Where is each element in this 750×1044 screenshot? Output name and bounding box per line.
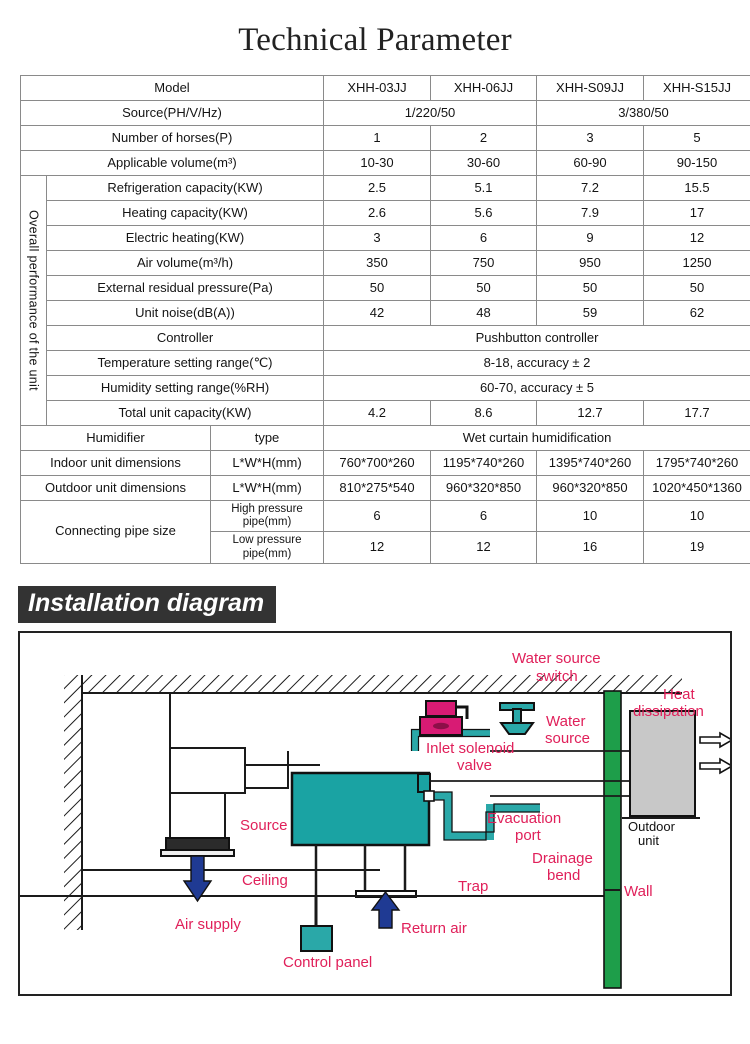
row-label: Heating capacity(KW) [47, 201, 324, 226]
row-value: 42 [324, 301, 431, 326]
row-value: 3 [324, 226, 431, 251]
header-model-label: Model [21, 76, 324, 101]
row-label: Outdoor unit dimensions [21, 476, 211, 501]
row-value: 59 [537, 301, 644, 326]
table-row [21, 451, 750, 476]
table-row [21, 126, 750, 151]
label-wall: Wall [624, 882, 653, 900]
row-sublabel: High pressure pipe(mm) [211, 501, 324, 532]
row-value: 60-70, accuracy ± 5 [324, 376, 750, 401]
label-trap: Trap [458, 877, 489, 895]
row-value: 1395*740*260 [537, 451, 644, 476]
label-outdoor-unit: Outdoor unit [628, 818, 675, 848]
row-value: 350 [324, 251, 431, 276]
row-value: 15.5 [644, 176, 750, 201]
table-row [21, 251, 750, 276]
installation-diagram-heading: Installation diagram [18, 586, 276, 623]
ceiling-slab-hatching [82, 675, 682, 693]
table-row [21, 351, 750, 376]
row-label: Refrigeration capacity(KW) [47, 176, 324, 201]
row-value: 17 [644, 201, 750, 226]
row-label: Humidity setting range(%RH) [47, 376, 324, 401]
row-label: Humidifier [21, 426, 211, 451]
row-value: 12 [644, 226, 750, 251]
table-row [21, 101, 750, 126]
row-value: 960*320*850 [537, 476, 644, 501]
row-value: 16 [537, 532, 644, 563]
row-value: 19 [644, 532, 750, 563]
row-value: Pushbutton controller [324, 326, 750, 351]
row-value: 50 [644, 276, 750, 301]
row-label: Air volume(m³/h) [47, 251, 324, 276]
heat-dissipation-arrows [700, 733, 730, 773]
group-label-overall-performance [21, 176, 47, 426]
model-3: XHH-S09JJ [537, 76, 644, 101]
table-row-model [21, 76, 750, 101]
row-value: 6 [324, 501, 431, 532]
row-value: 7.9 [537, 201, 644, 226]
outdoor-unit [622, 711, 700, 818]
water-source-switch-faucet [500, 703, 534, 734]
supply-diffuser [161, 838, 234, 856]
left-wall-hatching [64, 675, 82, 930]
table-row [21, 501, 750, 532]
label-evacuation-port: Evacuation port [487, 809, 562, 844]
row-value: 50 [324, 276, 431, 301]
row-value: 5 [644, 126, 750, 151]
row-sublabel: L*W*H(mm) [211, 451, 324, 476]
label-control-panel: Control panel [283, 953, 373, 971]
table-row [21, 376, 750, 401]
group-label-text: Overall performance of the unit [26, 210, 41, 391]
row-value: 62 [644, 301, 750, 326]
row-value: 60-90 [537, 151, 644, 176]
row-value: 12 [324, 532, 431, 563]
row-value: 750 [431, 251, 537, 276]
table-row [21, 151, 750, 176]
row-value: 2.6 [324, 201, 431, 226]
air-supply-arrow [184, 856, 211, 901]
label-air-supply: Air supply [175, 915, 241, 933]
building-wall [604, 691, 621, 988]
evacuation-port-fitting [424, 791, 434, 801]
label-ceiling: Ceiling [242, 871, 288, 889]
installation-diagram [18, 631, 732, 996]
row-label: Source(PH/V/Hz) [21, 101, 324, 126]
indoor-unit [292, 773, 430, 845]
row-value: 7.2 [537, 176, 644, 201]
label-water-source-switch: Water source switch [512, 649, 601, 685]
row-value: 950 [537, 251, 644, 276]
row-value: 2.5 [324, 176, 431, 201]
row-value: 17.7 [644, 401, 750, 426]
row-sublabel: Low pressure pipe(mm) [211, 532, 324, 563]
row-value: 6 [431, 226, 537, 251]
row-value: 90-150 [644, 151, 750, 176]
row-value: 3 [537, 126, 644, 151]
model-1: XHH-03JJ [324, 76, 431, 101]
row-label: Electric heating(KW) [47, 226, 324, 251]
label-source: Source [240, 816, 288, 834]
row-value: 1020*450*1360 [644, 476, 750, 501]
table-row [21, 276, 750, 301]
row-label: Controller [47, 326, 324, 351]
row-value: 4.2 [324, 401, 431, 426]
row-value: 8-18, accuracy ± 2 [324, 351, 750, 376]
row-label: Indoor unit dimensions [21, 451, 211, 476]
table-row [21, 226, 750, 251]
row-value: 30-60 [431, 151, 537, 176]
row-value: 5.6 [431, 201, 537, 226]
row-value: 10 [537, 501, 644, 532]
spec-table-container [0, 75, 750, 564]
row-value: Wet curtain humidification [324, 426, 750, 451]
row-sublabel: type [211, 426, 324, 451]
row-value: 3/380/50 [537, 101, 750, 126]
row-value: 50 [537, 276, 644, 301]
label-water-source: Water source [545, 712, 591, 747]
row-value: 9 [537, 226, 644, 251]
page-title: Technical Parameter [238, 22, 512, 58]
label-return-air: Return air [401, 919, 467, 937]
technical-parameter-table [20, 75, 750, 564]
row-value: 2 [431, 126, 537, 151]
table-row [21, 326, 750, 351]
row-label: Temperature setting range(℃) [47, 351, 324, 376]
row-value: 6 [431, 501, 537, 532]
row-value: 48 [431, 301, 537, 326]
table-row [21, 476, 750, 501]
row-value: 1/220/50 [324, 101, 537, 126]
row-label: External residual pressure(Pa) [47, 276, 324, 301]
row-value: 1 [324, 126, 431, 151]
table-row [21, 401, 750, 426]
control-panel [301, 896, 332, 951]
row-label: Unit noise(dB(A)) [47, 301, 324, 326]
row-label: Number of horses(P) [21, 126, 324, 151]
row-value: 50 [431, 276, 537, 301]
row-value: 1795*740*260 [644, 451, 750, 476]
row-value: 1195*740*260 [431, 451, 537, 476]
row-value: 810*275*540 [324, 476, 431, 501]
row-label: Total unit capacity(KW) [47, 401, 324, 426]
table-row [21, 176, 750, 201]
label-heat-dissipation: Heat dissipation [633, 685, 704, 720]
label-inlet-solenoid-valve: Inlet solenoid valve [426, 739, 515, 774]
label-drainage-bend: Drainage bend [532, 849, 593, 884]
inlet-solenoid-valve [420, 701, 467, 735]
row-value: 1250 [644, 251, 750, 276]
row-value: 12 [431, 532, 537, 563]
row-sublabel: L*W*H(mm) [211, 476, 324, 501]
row-value: 8.6 [431, 401, 537, 426]
row-value: 12.7 [537, 401, 644, 426]
table-row [21, 301, 750, 326]
row-value: 960*320*850 [431, 476, 537, 501]
row-label: Applicable volume(m³) [21, 151, 324, 176]
model-2: XHH-06JJ [431, 76, 537, 101]
row-value: 760*700*260 [324, 451, 431, 476]
row-value: 10 [644, 501, 750, 532]
model-4: XHH-S15JJ [644, 76, 750, 101]
row-label: Connecting pipe size [21, 501, 211, 564]
table-row [21, 426, 750, 451]
row-value: 10-30 [324, 151, 431, 176]
table-row [21, 201, 750, 226]
row-value: 5.1 [431, 176, 537, 201]
